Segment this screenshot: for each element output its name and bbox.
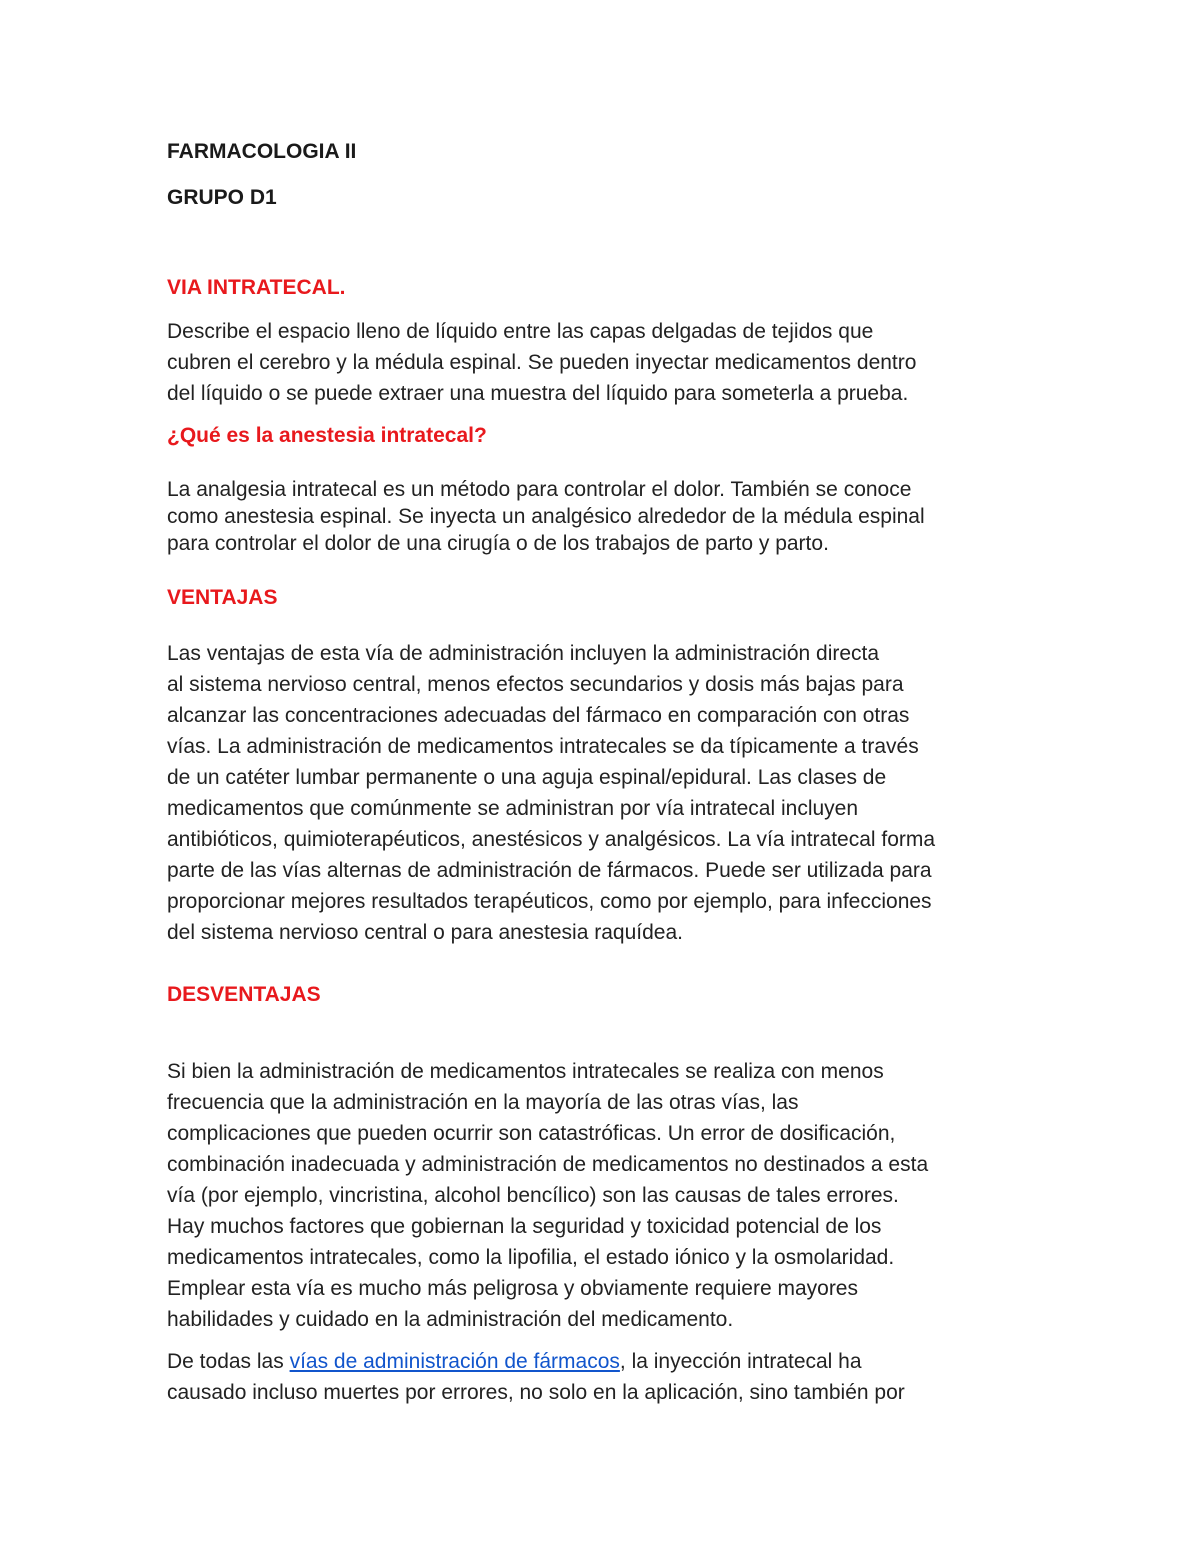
section-heading-desventajas: DESVENTAJAS [167,983,321,1006]
vias-administracion-link[interactable]: vías de administración de fármacos [289,1350,620,1373]
paragraph-line: del líquido o se puede extraer una muestra del líquido para someterla a prueba. [167,382,909,405]
paragraph-closing [167,1346,905,1408]
paragraph-line: Describe el espacio lleno de líquido entre las capas delgadas de tejidos que [167,320,874,343]
paragraph-line: combinación inadecuada y administración de medicamentos no destinados a esta [167,1153,929,1176]
paragraph-line: vía (por ejemplo, vincristina, alcohol bencílico) son las causas de tales errores. [167,1184,899,1207]
paragraph-anestesia [167,476,925,557]
paragraph-line: vías. La administración de medicamentos intratecales se da típicamente a través [167,735,919,758]
paragraph-line: Hay muchos factores que gobiernan la seguridad y toxicidad potencial de los [167,1215,882,1238]
section-heading-via-intratecal: VIA INTRATECAL. [167,276,346,299]
paragraph-line [167,1346,905,1377]
paragraph-line: alcanzar las concentraciones adecuadas del fármaco en comparación con otras [167,704,910,727]
paragraph-line: medicamentos que comúnmente se administran por vía intratecal incluyen [167,797,859,820]
paragraph-line: de un catéter lumbar permanente o una aguja espinal/epidural. Las clases de [167,766,887,789]
paragraph-ventajas [167,638,935,948]
paragraph-line: Si bien la administración de medicamentos intratecales se realiza con menos [167,1060,884,1083]
paragraph-line: medicamentos intratecales, como la lipofilia, el estado iónico y la osmolaridad. [167,1246,895,1269]
paragraph-line: parte de las vías alternas de administración de fármacos. Puede ser utilizada para [167,859,932,882]
paragraph-line: habilidades y cuidado en la administración del medicamento. [167,1308,734,1331]
section-heading-ventajas: VENTAJAS [167,586,278,609]
group-label: GRUPO D1 [167,186,277,209]
paragraph-line: Emplear esta vía es mucho más peligrosa y obviamente requiere mayores [167,1277,858,1300]
paragraph-line: para controlar el dolor de una cirugía o de los trabajos de parto y parto. [167,532,829,555]
paragraph-desventajas [167,1056,928,1335]
paragraph-line: frecuencia que la administración en la mayoría de las otras vías, las [167,1091,799,1114]
paragraph-line: La analgesia intratecal es un método para controlar el dolor. También se conoce [167,478,912,501]
paragraph-line: como anestesia espinal. Se inyecta un analgésico alrededor de la médula espinal [167,505,925,528]
course-title: FARMACOLOGIA II [167,140,357,163]
paragraph-line: antibióticos, quimioterapéuticos, anestésicos y analgésicos. La vía intratecal forma [167,828,936,851]
paragraph-line: al sistema nervioso central, menos efectos secundarios y dosis más bajas para [167,673,904,696]
closing-prefix: De todas las [167,1350,290,1373]
closing-suffix: , la inyección intratecal ha [619,1350,862,1373]
paragraph-line: cubren el cerebro y la médula espinal. Se pueden inyectar medicamentos dentro [167,351,917,374]
paragraph-line: Las ventajas de esta vía de administración incluyen la administración directa [167,642,880,665]
paragraph-line: proporcionar mejores resultados terapéuticos, como por ejemplo, para infecciones [167,890,932,913]
section-heading-anestesia: ¿Qué es la anestesia intratecal? [167,424,487,447]
paragraph-line: del sistema nervioso central o para anestesia raquídea. [167,921,683,944]
paragraph-via-intratecal [167,316,916,409]
paragraph-line: causado incluso muertes por errores, no solo en la aplicación, sino también por [167,1381,905,1404]
paragraph-line: complicaciones que pueden ocurrir son catastróficas. Un error de dosificación, [167,1122,896,1145]
